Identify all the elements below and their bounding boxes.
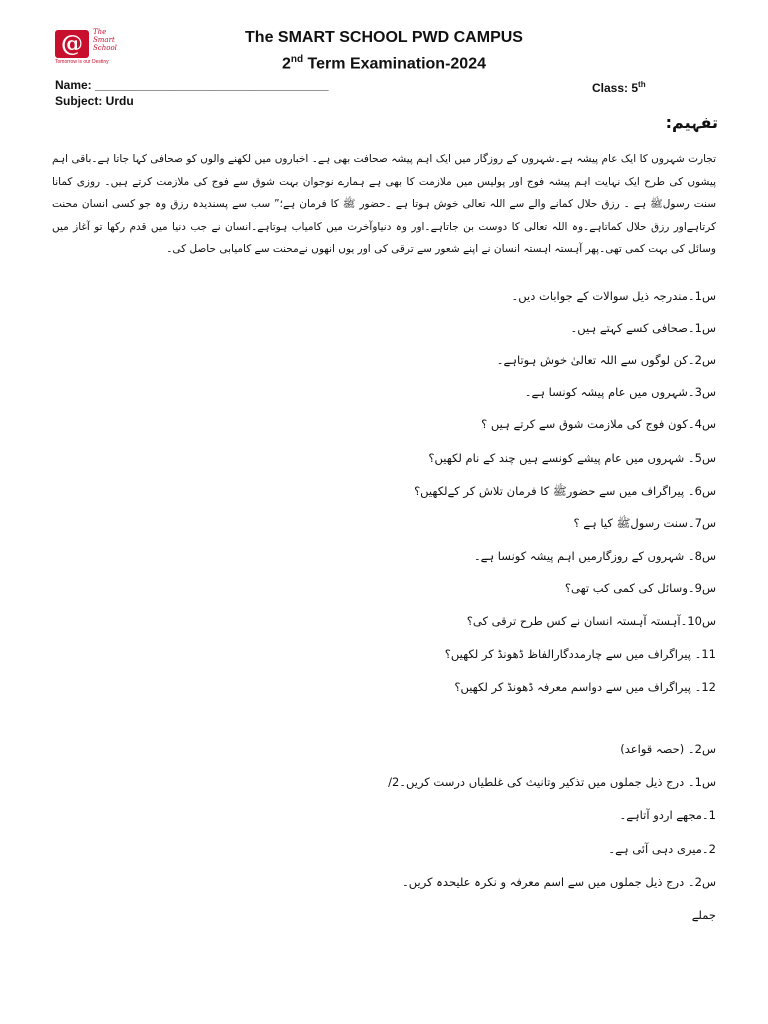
question-line: س2۔کن لوگوں سے اللہ تعالیٰ خوش ہوتاہے۔ [496,353,716,367]
question-line: س3۔شہروں میں عام پیشہ کونسا ہے۔ [524,385,716,399]
school-title: The SMART SCHOOL PWD CAMPUS [245,29,523,46]
question-line: 12۔ پیراگراف میں سے دواسم معرفہ ڈھونڈ کر لکھیں؟ [454,680,716,694]
grammar-line: 1۔مجھے اردو آتاہے۔ [619,808,716,822]
section-title: تفہیم: [665,113,718,132]
subject-field: Subject: Urdu [55,94,134,108]
question-line: س10۔آہستہ آہستہ انسان نے کس طرح ترقی کی؟ [466,614,716,628]
class-label: Class: 5 [592,81,639,95]
question-line: س1۔مندرجہ ذیل سوالات کے جوابات دیں۔ [511,289,716,303]
logo-monogram: @ [55,30,89,58]
question-line: س7۔سنت رسولﷺ کیا ہے ؟ [573,516,716,530]
class-field [592,77,646,96]
name-field: Name: ___________________________________ [55,78,329,92]
term-rest: Term Examination-2024 [303,55,486,73]
question-line: س5۔ شہروں میں عام پیشے کونسے ہیں چند کے نام لکھیں؟ [428,451,716,465]
comprehension-paragraph: تجارت شہروں کا ایک عام پیشہ ہے۔شہروں کے روزگار میں ایک اہم پیشہ صحافت بھی ہے۔ اخباروں میں لکھنے والوں کو صحافی کہا جاتا ہے۔باقی اہم پیشوں کی طرح ایک نہایت اہم پیشہ فوج اور پولیس میں ملازمت کا بھی ہے ہمارے نوجوان بہت شوق سے فوج کی ملازمت کرتے ہیں۔ روزی کمانا سنت رسولﷺ ہے ۔ رزق حلال کمانے والے سے اللہ تعالی خوش ہوتا ہے ۔حضور ﷺ کا فرمان ہے؛” سب سے پسندیدہ رزق وہ جو کسی انسان محنت کرتاہےاور رزق حلال کماتاہے۔وہ اللہ تعالی کا دوست بن جاتاہے۔اور وہ دنیاوآخرت میں کامیاب ہوتاہے۔انسان نے جب دنیا میں قدم رکھا تو آغاز میں وسائل کی بہت کمی تھی۔پھر آہستہ اہستہ انسان نے اپنے شعور سے ترقی کی اور یوں انھوں نےمحنت سے کامیابی حاصل کی۔ [52,153,716,256]
question-line: س4۔کون فوج کی ملازمت شوق سے کرتے ہیں ؟ [481,417,716,431]
question-line: 11۔ پیراگراف میں سے چارمددگارالفاظ ڈھونڈ کر لکھیں؟ [444,647,716,661]
term-ordinal: nd [290,54,304,65]
class-ordinal: th [638,80,646,89]
question-line: س6۔ پیراگراف میں سے حضورﷺ کا فرمان تلاش کر کےلکھیں؟ [414,484,716,498]
logo-text-line: Smart [93,36,115,44]
grammar-line: س2۔ درج ذیل جملوں میں سے اسم معرفہ و نکرہ علیحدہ کریں۔ [402,875,716,889]
grammar-line: س1۔ درج ذیل جملوں میں تذکیر وتانیث کی غلطیاں درست کریں۔2/ [388,775,716,789]
term-number: 2 [281,55,291,73]
question-line: س1۔صحافی کسے کہتے ہیں۔ [570,321,716,335]
logo-text-line: School [93,44,117,52]
logo-text-line: The [93,28,107,36]
question-line: س8۔ شہروں کے روزگارمیں اہم پیشہ کونسا ہے۔ [473,549,716,563]
question-line: س9۔وسائل کی کمی کب تھی؟ [564,581,716,595]
grammar-line: جملے [691,908,716,922]
exam-title [0,50,768,74]
grammar-line: 2۔میری دہی آئی ہے۔ [608,842,716,856]
grammar-line: س2۔ (حصہ قواعد) [620,742,716,756]
logo-tagline: Tomorrow is our Destiny [55,59,109,65]
